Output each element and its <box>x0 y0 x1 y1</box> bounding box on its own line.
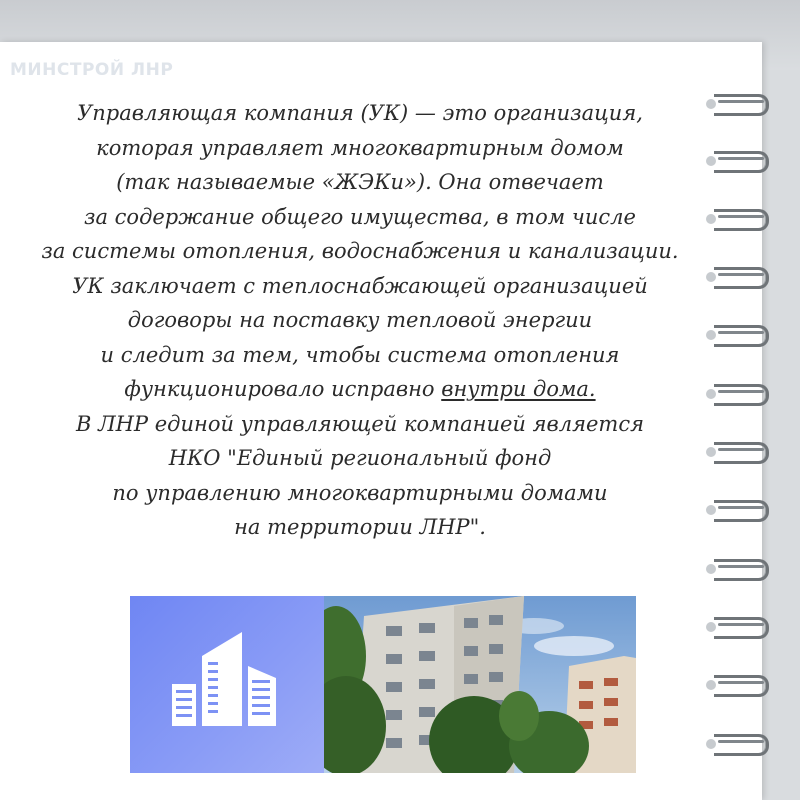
spiral-wire <box>718 448 764 451</box>
spiral-wire <box>718 331 764 334</box>
text-line: (так называемые «ЖЭКи»). Она отвечает <box>116 170 604 194</box>
text-line: на территории ЛНР". <box>234 515 486 539</box>
text-line: Управляющая компания (УК) — это организация, <box>77 101 643 125</box>
spiral-wire <box>718 100 764 103</box>
text-line <box>20 372 700 407</box>
spiral-coil <box>714 500 769 522</box>
text-line: за содержание общего имущества, в том числе <box>84 204 636 229</box>
spiral-coil <box>714 384 769 406</box>
text-line: НКО "Единый региональный фонд <box>168 446 552 470</box>
spiral-wire <box>718 157 764 160</box>
spiral-ring <box>704 732 780 754</box>
buildings-logo-icon <box>130 596 324 773</box>
watermark: МИНСТРОЙ ЛНР <box>10 60 174 80</box>
spiral-wire <box>718 740 764 743</box>
text-line: по управлению многоквартирными домами <box>112 480 608 505</box>
text-line: которая управляет многоквартирным домом <box>96 135 624 160</box>
text-line: УК заключает с теплоснабжающей организацией <box>72 273 648 298</box>
spiral-ring <box>704 615 780 637</box>
spiral-ring <box>704 92 780 114</box>
spiral-ring <box>704 440 780 462</box>
spiral-ring <box>704 265 780 287</box>
spiral-wire <box>718 215 764 218</box>
spiral-wire <box>718 681 764 684</box>
spiral-ring <box>704 207 780 229</box>
spiral-wire <box>718 565 764 568</box>
text-segment: функционировало исправно <box>124 377 442 401</box>
spiral-coil <box>714 209 769 231</box>
spiral-coil <box>714 267 769 289</box>
spiral-ring <box>704 149 780 171</box>
spiral-ring <box>704 323 780 345</box>
spiral-ring <box>704 557 780 579</box>
spiral-coil <box>714 734 769 756</box>
spiral-wire <box>718 390 764 393</box>
apartment-building-photo <box>324 596 636 773</box>
notebook-spiral <box>704 92 784 792</box>
spiral-coil <box>714 442 769 464</box>
spiral-coil <box>714 675 769 697</box>
text-line: В ЛНР единой управляющей компанией является <box>75 411 645 436</box>
spiral-ring <box>704 382 780 404</box>
spiral-ring <box>704 498 780 520</box>
spiral-coil <box>714 559 769 581</box>
spiral-coil <box>714 151 769 173</box>
logo-panel <box>130 596 324 773</box>
spiral-coil <box>714 325 769 347</box>
spiral-wire <box>718 623 764 626</box>
spiral-wire <box>718 506 764 509</box>
spiral-coil <box>714 94 769 116</box>
text-line: и следит за тем, чтобы система отопления <box>100 342 620 367</box>
text-line: за системы отопления, водоснабжения и канализации. <box>41 239 679 263</box>
info-text <box>20 96 700 545</box>
spiral-wire <box>718 273 764 276</box>
spiral-coil <box>714 617 769 639</box>
underlined-text: внутри дома. <box>441 377 596 401</box>
spiral-ring <box>704 673 780 695</box>
building-illustration <box>324 596 636 773</box>
text-line: договоры на поставку тепловой энергии <box>127 308 593 332</box>
